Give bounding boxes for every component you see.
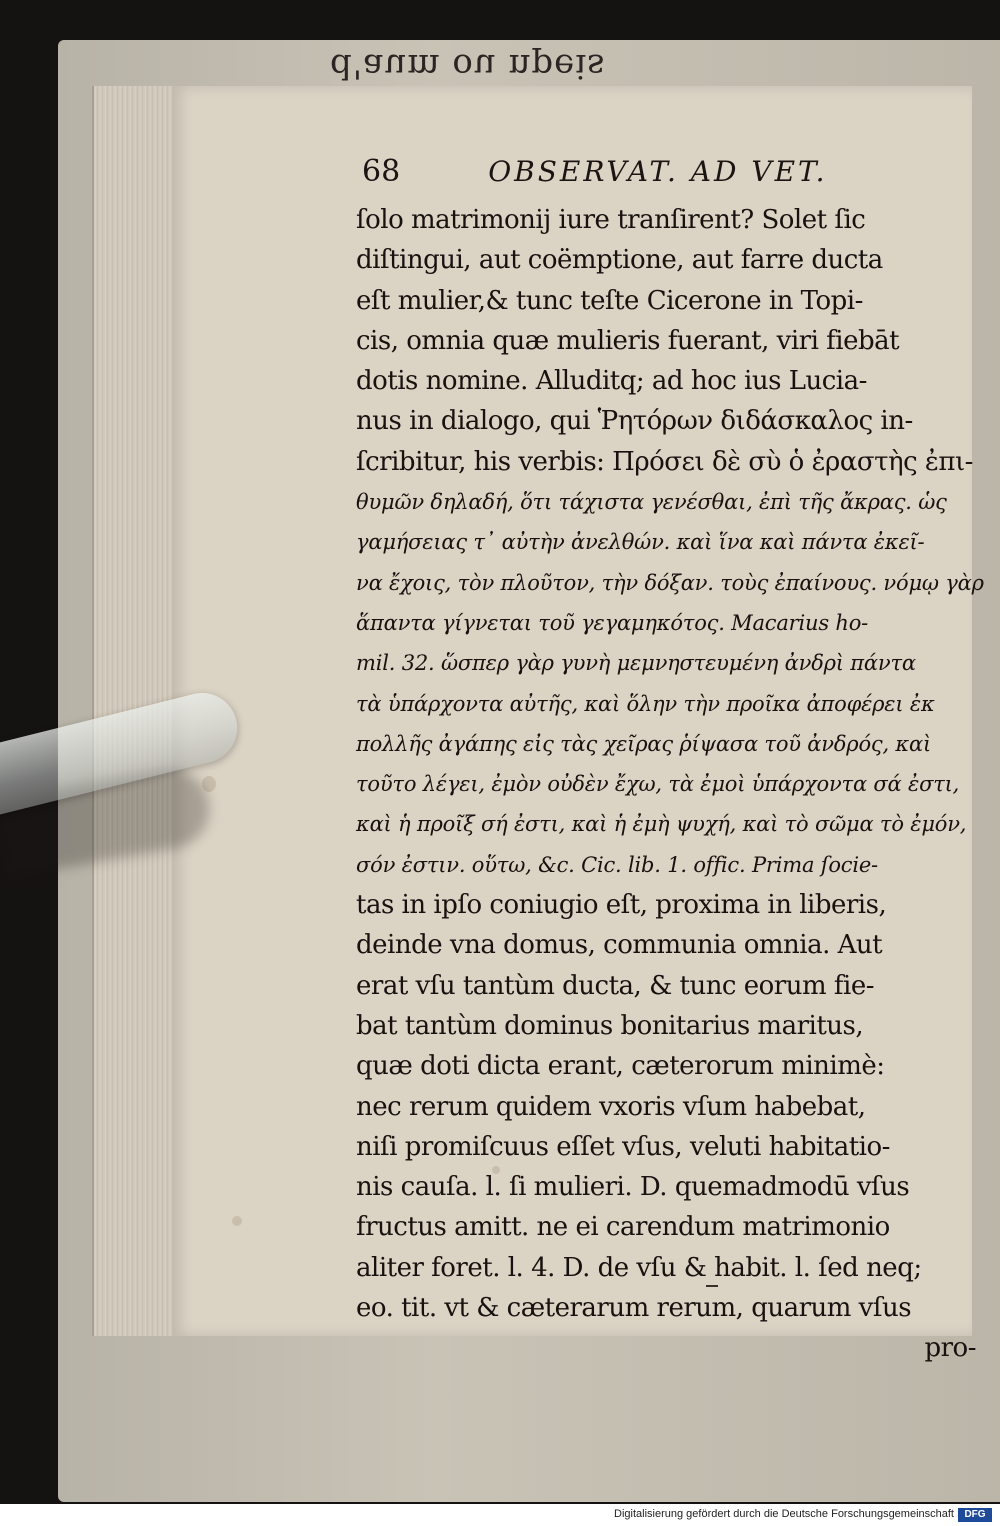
- text-line: ἅπαντα γίγνεται τοῦ γεγαμηκότος. Macarius ho-: [356, 610, 869, 635]
- text-line: niſi promiſcuus eſſet vſus, veluti habitatio-: [356, 1131, 890, 1162]
- text-line: θυμῶν δηλαδή, ὅτι τάχιστα γενέσθαι, ἐπὶ τῆς ἄκρας. ὡς: [356, 490, 947, 515]
- text-line: dotis nomine. Alluditq; ad hoc ius Lucia-: [356, 366, 867, 397]
- foxing-spot: [232, 1216, 242, 1226]
- text-line: tas in ipſo coniugio eſt, proxima in liberis,: [356, 890, 887, 921]
- text-line: nec rerum quidem vxoris vſum habebat,: [356, 1091, 866, 1122]
- text-line: diſtingui, aut coëmptione, aut farre ducta: [356, 245, 883, 276]
- running-head: OBSERVAT. AD VET.: [488, 155, 828, 188]
- text-line: ſcribitur, his verbis: Πρόσει δὲ σὺ ὁ ἐραστὴς ἐπι-: [356, 446, 973, 477]
- text-line: eſt mulier,& tunc teſte Cicerone in Topi-: [356, 285, 863, 316]
- text-line: πολλῆς ἀγάπης εἰς τὰς χεῖρας ῥίψασα τοῦ ἀνδρός, καὶ: [356, 731, 931, 756]
- text-line: fructus amitt. ne ei carendum matrimonio: [356, 1212, 890, 1243]
- text-line: eo. tit. vt & cæterarum rerum, quarum vſus: [356, 1293, 912, 1324]
- text-line: erat vſu tantùm ducta, & tunc eorum fie-: [356, 970, 875, 1001]
- text-line: cis, omnia quæ mulieris fuerant, viri fiebāt: [356, 325, 900, 356]
- text-line: καὶ ἡ προῖξ σή ἐστι, καὶ ἡ ἐμὴ ψυχή, καὶ τὸ σῶμα τὸ ἐμόν,: [356, 812, 967, 837]
- text-line: τοῦτο λέγει, ἐμὸν οὐδὲν ἔχω, τὰ ἐμοὶ ὑπάρχοντα σά ἐστι,: [356, 772, 960, 797]
- text-line: deinde vna domus, communia omnia. Aut: [356, 930, 883, 961]
- page-number: 68: [362, 154, 401, 189]
- text-line: bat tantùm dominus bonitarius maritus,: [356, 1010, 864, 1041]
- text-line: aliter foret. l. 4. D. de vſu & habit. l. ſed neq;: [356, 1252, 922, 1283]
- text-line: mil. 32. ὥσπερ γὰρ γυνὴ μεμνηστευμένη ἀνδρὶ πάντα: [356, 651, 916, 676]
- bleed-through-text: d'aum ou npeis: [330, 46, 606, 86]
- catchword: pro-: [924, 1333, 976, 1364]
- text-line: σόν ἐστιν. οὕτω, &c. Cic. lib. 1. offic. Prima ſocie-: [356, 852, 878, 877]
- text-line: τὰ ὑπάρχοντα αὐτῆς, καὶ ὅλην τὴν προῖκα ἀποφέρει ἐκ: [356, 691, 935, 716]
- page-header: [362, 154, 942, 198]
- text-line: nus in dialogo, qui Ῥητόρων διδάσκαλος in-: [356, 406, 913, 437]
- dfg-logo: DFG: [958, 1508, 992, 1522]
- digitization-credit: Digitalisierung gefördert durch die Deutsche Forschungsgemeinschaft: [614, 1508, 954, 1520]
- signature-mark: [706, 1285, 718, 1287]
- text-line: ſolo matrimonij iure tranſirent? Solet ſic: [356, 205, 866, 235]
- text-line: quæ doti dicta erant, cæterorum minimè:: [356, 1051, 885, 1082]
- text-line: να ἔχοις, τὸν πλοῦτον, τὴν δόξαν. τοὺς ἐπαίνους. νόμῳ γὰρ: [356, 570, 984, 595]
- body-text: [356, 200, 984, 1369]
- text-line: γαμήσειας τ᾽ αὐτὴν ἀνελθών. καὶ ἵνα καὶ πάντα ἐκεῖ-: [356, 530, 925, 555]
- text-line: nis cauſa. l. ſi mulieri. D. quemadmodū vſus: [356, 1172, 910, 1203]
